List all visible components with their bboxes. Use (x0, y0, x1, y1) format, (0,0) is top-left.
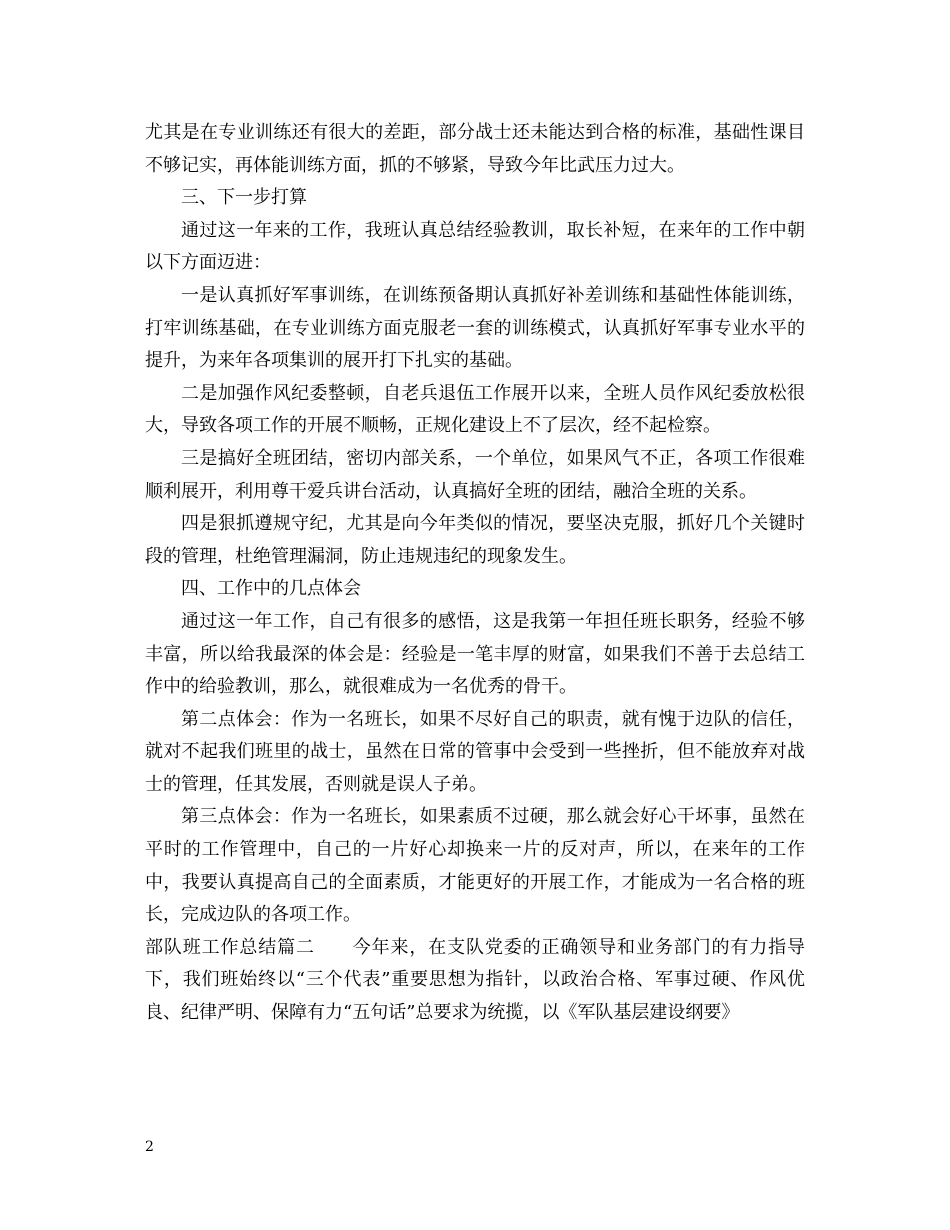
page-number: 2 (145, 1139, 154, 1155)
paragraph-10: 第二点体会：作为一名班长，如果不尽好自己的职责，就有愧于边队的信任，就对不起我们班里的战士，虽然在日常的管事中会受到一些挫折，但不能放弃对战士的管理，任其发展，否则就是误人子弟。 (145, 708, 805, 795)
paragraph-5: 二是加强作风纪委整顿，自老兵退伍工作展开以来，全班人员作风纪委放松很大，导致各项工作的开展不顺畅，正规化建设上不了层次，经不起检察。 (145, 382, 805, 437)
paragraph-9: 通过这一年工作，自己有很多的感悟，这是我第一年担任班长职务，经验不够丰富，所以给我最深的体会是：经验是一笔丰厚的财富，如果我们不善于去总结工作中的给验教训，那么，就很难成为一名优秀的骨干。 (145, 610, 805, 698)
paragraph-4: 一是认真抓好军事训练，在训练预备期认真抓好补差训练和基础性体能训练，打牢训练基础，在专业训练方面克服老一套的训练模式，认真抓好军事专业水平的提升，为来年各项集训的展开打下扎实的基础。 (145, 284, 805, 372)
section-heading-next-plans: 三、下一步打算 (181, 187, 307, 209)
paragraph-3: 通过这一年来的工作，我班认真总结经验教训，取长补短，在来年的工作中朝以下方面迈进： (145, 219, 805, 274)
paragraph-6: 三是搞好全班团结，密切内部关系，一个单位，如果风气不正，各项工作很难顺利展开，利用尊干爱兵讲台活动，认真搞好全班的团结，融洽全班的关系。 (145, 447, 805, 502)
paragraph-7: 四是狠抓遵规守纪，尤其是向今年类似的情况，要坚决克服，抓好几个关键时段的管理，杜绝管理漏洞，防止违规违纪的现象发生。 (145, 513, 805, 567)
document-body (145, 117, 805, 1030)
section-heading-experiences: 四、工作中的几点体会 (181, 578, 361, 600)
paragraph-12: 部队班工作总结篇二 今年来，在支队党委的正确领导和业务部门的有力指导下，我们班始终以“三个代表”重要思想为指针，以政治合格、军事过硬、作风优良、纪律严明、保障有力“五句话”总要求为统揽，以《军队基层建设纲要》 (145, 936, 805, 1024)
paragraph-11: 第三点体会：作为一名班长，如果素质不过硬，那么就会好心干坏事，虽然在平时的工作管理中，自己的一片好心却换来一片的反对声，所以，在来年的工作中，我要认真提高自己的全面素质，才能更好的开展工作，才能成为一名合格的班长，完成边队的各项工作。 (145, 806, 805, 926)
paragraph-1: 尤其是在专业训练还有很大的差距，部分战士还未能达到合格的标准，基础性课目不够记实，再体能训练方面，抓的不够紧，导致今年比武压力过大。 (145, 122, 805, 176)
